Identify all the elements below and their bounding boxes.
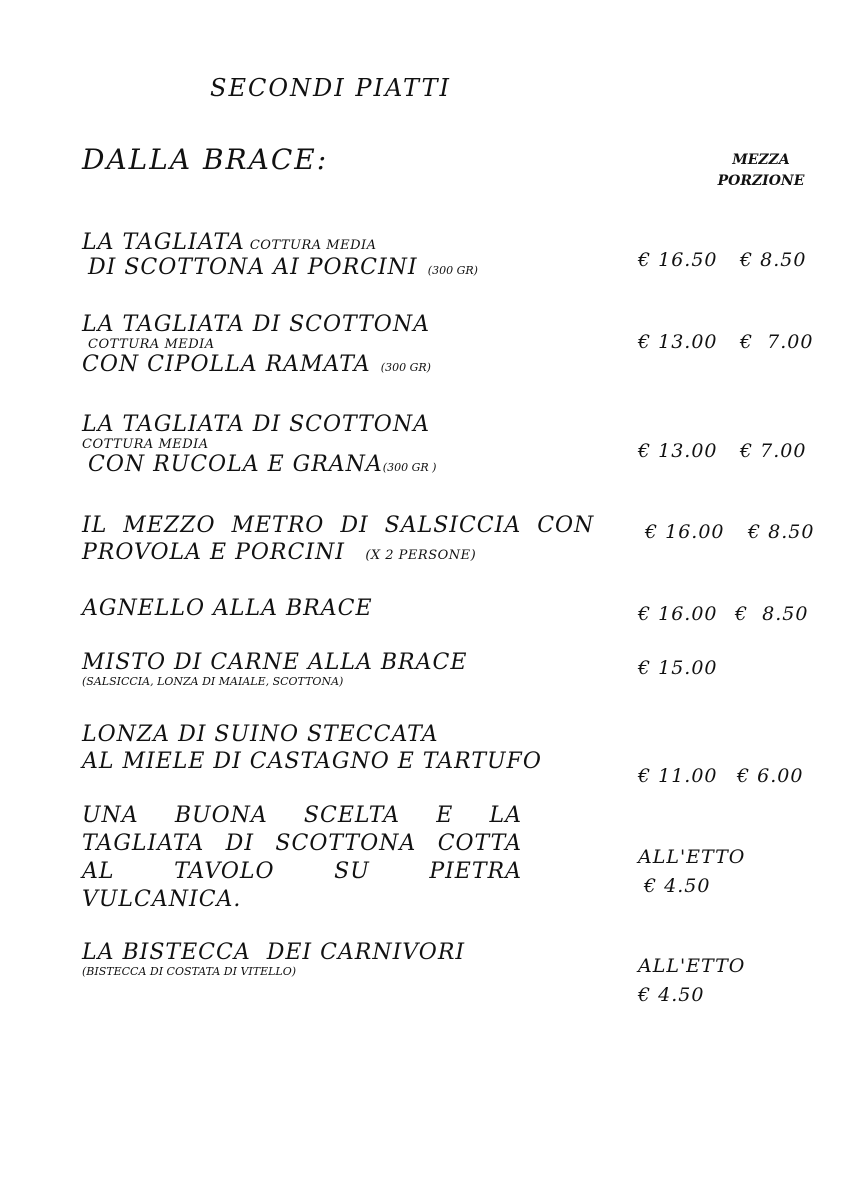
menu-item-pietra-vulcanica: UNA BUONA SCELTA E LA TAGLIATA DI SCOTTONA COTTA AL TAVOLO SU PIETRA VULCANICA. bbox=[82, 803, 522, 912]
item-price: € 13.00 bbox=[638, 331, 718, 353]
item-name: LA TAGLIATA bbox=[82, 230, 245, 255]
item-name-line3: CON RUCOLA E GRANA bbox=[88, 452, 383, 477]
item-name-line2: PROVOLA E PORCINI bbox=[82, 540, 345, 565]
item-note: (SALSICCIA, LONZA DI MAIALE, SCOTTONA) bbox=[82, 675, 344, 688]
item-name-line3: CON CIPOLLA RAMATA bbox=[82, 352, 371, 377]
item-weight: (300 GR) bbox=[380, 361, 431, 374]
item-price: € 4.50 bbox=[638, 984, 705, 1006]
item-note: COTTURA MEDIA bbox=[82, 437, 209, 452]
menu-item-agnello: AGNELLO ALLA BRACE bbox=[82, 596, 373, 621]
menu-item-lonza bbox=[82, 722, 542, 774]
item-name: MISTO DI CARNE ALLA BRACE bbox=[82, 650, 468, 675]
item-note: (X 2 PERSONE) bbox=[365, 548, 477, 563]
menu-item-tagliata-cipolla bbox=[82, 312, 431, 377]
menu-item-tagliata-rucola bbox=[82, 412, 436, 477]
item-weight: (300 GR) bbox=[427, 264, 478, 277]
item-unit-label: ALL'ETTO bbox=[638, 955, 746, 977]
item-half-price: € 8.50 bbox=[748, 521, 815, 543]
menu-item-misto-carne bbox=[82, 650, 467, 688]
item-price: € 15.00 bbox=[638, 657, 718, 679]
item-name-line2: AL MIELE DI CASTAGNO E TARTUFO bbox=[82, 749, 542, 774]
item-price: € 11.00 bbox=[638, 765, 718, 787]
half-portion-header-line2: PORZIONE bbox=[717, 173, 805, 189]
menu-item-tagliata-porcini bbox=[82, 230, 478, 280]
item-price: € 13.00 bbox=[638, 440, 718, 462]
half-portion-header bbox=[712, 150, 810, 192]
page-title: SECONDI PIATTI bbox=[210, 74, 451, 102]
item-price: € 16.50 bbox=[638, 249, 718, 271]
item-price: € 4.50 bbox=[644, 875, 711, 897]
item-price: € 16.00 bbox=[638, 603, 718, 625]
item-name-line2: DI SCOTTONA AI PORCINI bbox=[88, 255, 418, 280]
section-title: DALLA BRACE: bbox=[82, 143, 329, 176]
item-weight: (300 GR ) bbox=[382, 461, 437, 474]
item-price: € 16.00 bbox=[645, 521, 725, 543]
item-name: LA BISTECCA DEI CARNIVORI bbox=[82, 940, 466, 965]
item-half-price: € 7.00 bbox=[740, 440, 807, 462]
item-note: (BISTECCA DI COSTATA DI VITELLO) bbox=[82, 965, 297, 978]
item-half-price: € 8.50 bbox=[735, 603, 809, 625]
item-unit-label: ALL'ETTO bbox=[638, 846, 746, 868]
item-name: LA TAGLIATA DI SCOTTONA bbox=[82, 312, 430, 337]
item-half-price: € 7.00 bbox=[740, 331, 814, 353]
item-half-price: € 6.00 bbox=[737, 765, 804, 787]
item-note: COTTURA MEDIA bbox=[249, 238, 377, 253]
item-note: COTTURA MEDIA bbox=[88, 337, 215, 352]
item-half-price: € 8.50 bbox=[740, 249, 807, 271]
menu-item-salsiccia bbox=[82, 513, 594, 565]
menu-item-bistecca bbox=[82, 940, 465, 978]
item-name: LA TAGLIATA DI SCOTTONA bbox=[82, 412, 430, 437]
item-name: IL MEZZO METRO DI SALSICCIA CON bbox=[82, 513, 595, 538]
item-name: LONZA DI SUINO STECCATA bbox=[82, 722, 439, 747]
half-portion-header-line1: MEZZA bbox=[732, 152, 790, 168]
